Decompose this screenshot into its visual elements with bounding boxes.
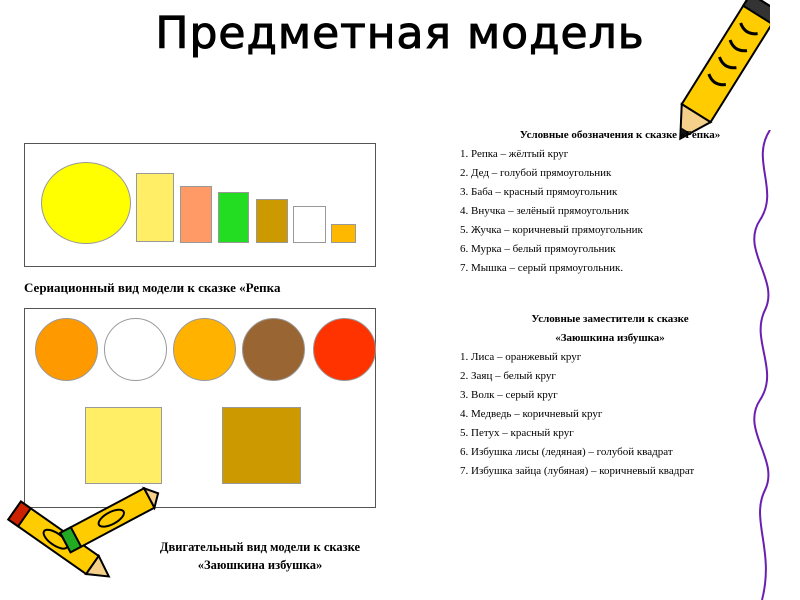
list-item: 4. Внучка – зелёный прямоугольник	[460, 205, 630, 217]
myshka-rect	[331, 224, 356, 243]
fox-hut-square	[85, 407, 162, 484]
zayushkina-legend	[460, 310, 760, 481]
zayushkina-caption-line-2: «Заюшкина избушка»	[197, 558, 323, 572]
zhuchka-rect	[256, 199, 288, 243]
list-item: 2. Заяц – белый круг	[460, 370, 556, 382]
list-item: 3. Баба – красный прямоугольник	[460, 186, 618, 198]
list-item: 1. Лиса – оранжевый круг	[460, 351, 582, 363]
zayushkina-caption	[120, 538, 400, 574]
fox-circle	[35, 318, 98, 381]
ded-rect	[136, 173, 174, 242]
zayushkina-legend-title-2: «Заюшкина избушка»	[555, 332, 665, 344]
rooster-circle	[313, 318, 376, 381]
list-item: 7. Мышка – серый прямоугольник.	[460, 262, 624, 274]
list-item: 5. Жучка – коричневый прямоугольник	[460, 224, 643, 236]
list-item: 4. Медведь – коричневый круг	[460, 408, 603, 420]
list-item: 1. Репка – жёлтый круг	[460, 148, 569, 160]
wolf-circle	[173, 318, 236, 381]
zayushkina-caption-line-1: Двигательный вид модели к сказке	[159, 540, 361, 554]
hare-circle	[104, 318, 167, 381]
bear-circle	[242, 318, 305, 381]
repka-legend	[460, 126, 740, 278]
vnuchka-rect	[218, 192, 249, 243]
zayushkina-model-frame	[24, 308, 376, 508]
murka-rect	[293, 206, 326, 243]
repka-circle	[41, 162, 131, 244]
zayushkina-legend-title-1: Условные заместители к сказке	[531, 313, 689, 325]
hare-hut-square	[222, 407, 301, 484]
list-item: 3. Волк – серый круг	[460, 389, 558, 401]
list-item: 5. Петух – красный круг	[460, 427, 574, 439]
list-item: 7. Избушка зайца (лубяная) – коричневый квадрат	[460, 465, 695, 477]
list-item: 6. Избушка лисы (ледяная) – голубой квадрат	[460, 446, 673, 458]
baba-rect	[180, 186, 212, 243]
repka-caption: Сериационный вид модели к сказке «Репка	[24, 280, 281, 295]
list-item: 6. Мурка – белый прямоугольник	[460, 243, 616, 255]
page-title: Предметная модель	[155, 8, 645, 59]
list-item: 2. Дед – голубой прямоугольник	[460, 167, 612, 179]
repka-model-frame	[24, 143, 376, 267]
repka-legend-title: Условные обозначения к сказке «Репка»	[519, 129, 721, 141]
